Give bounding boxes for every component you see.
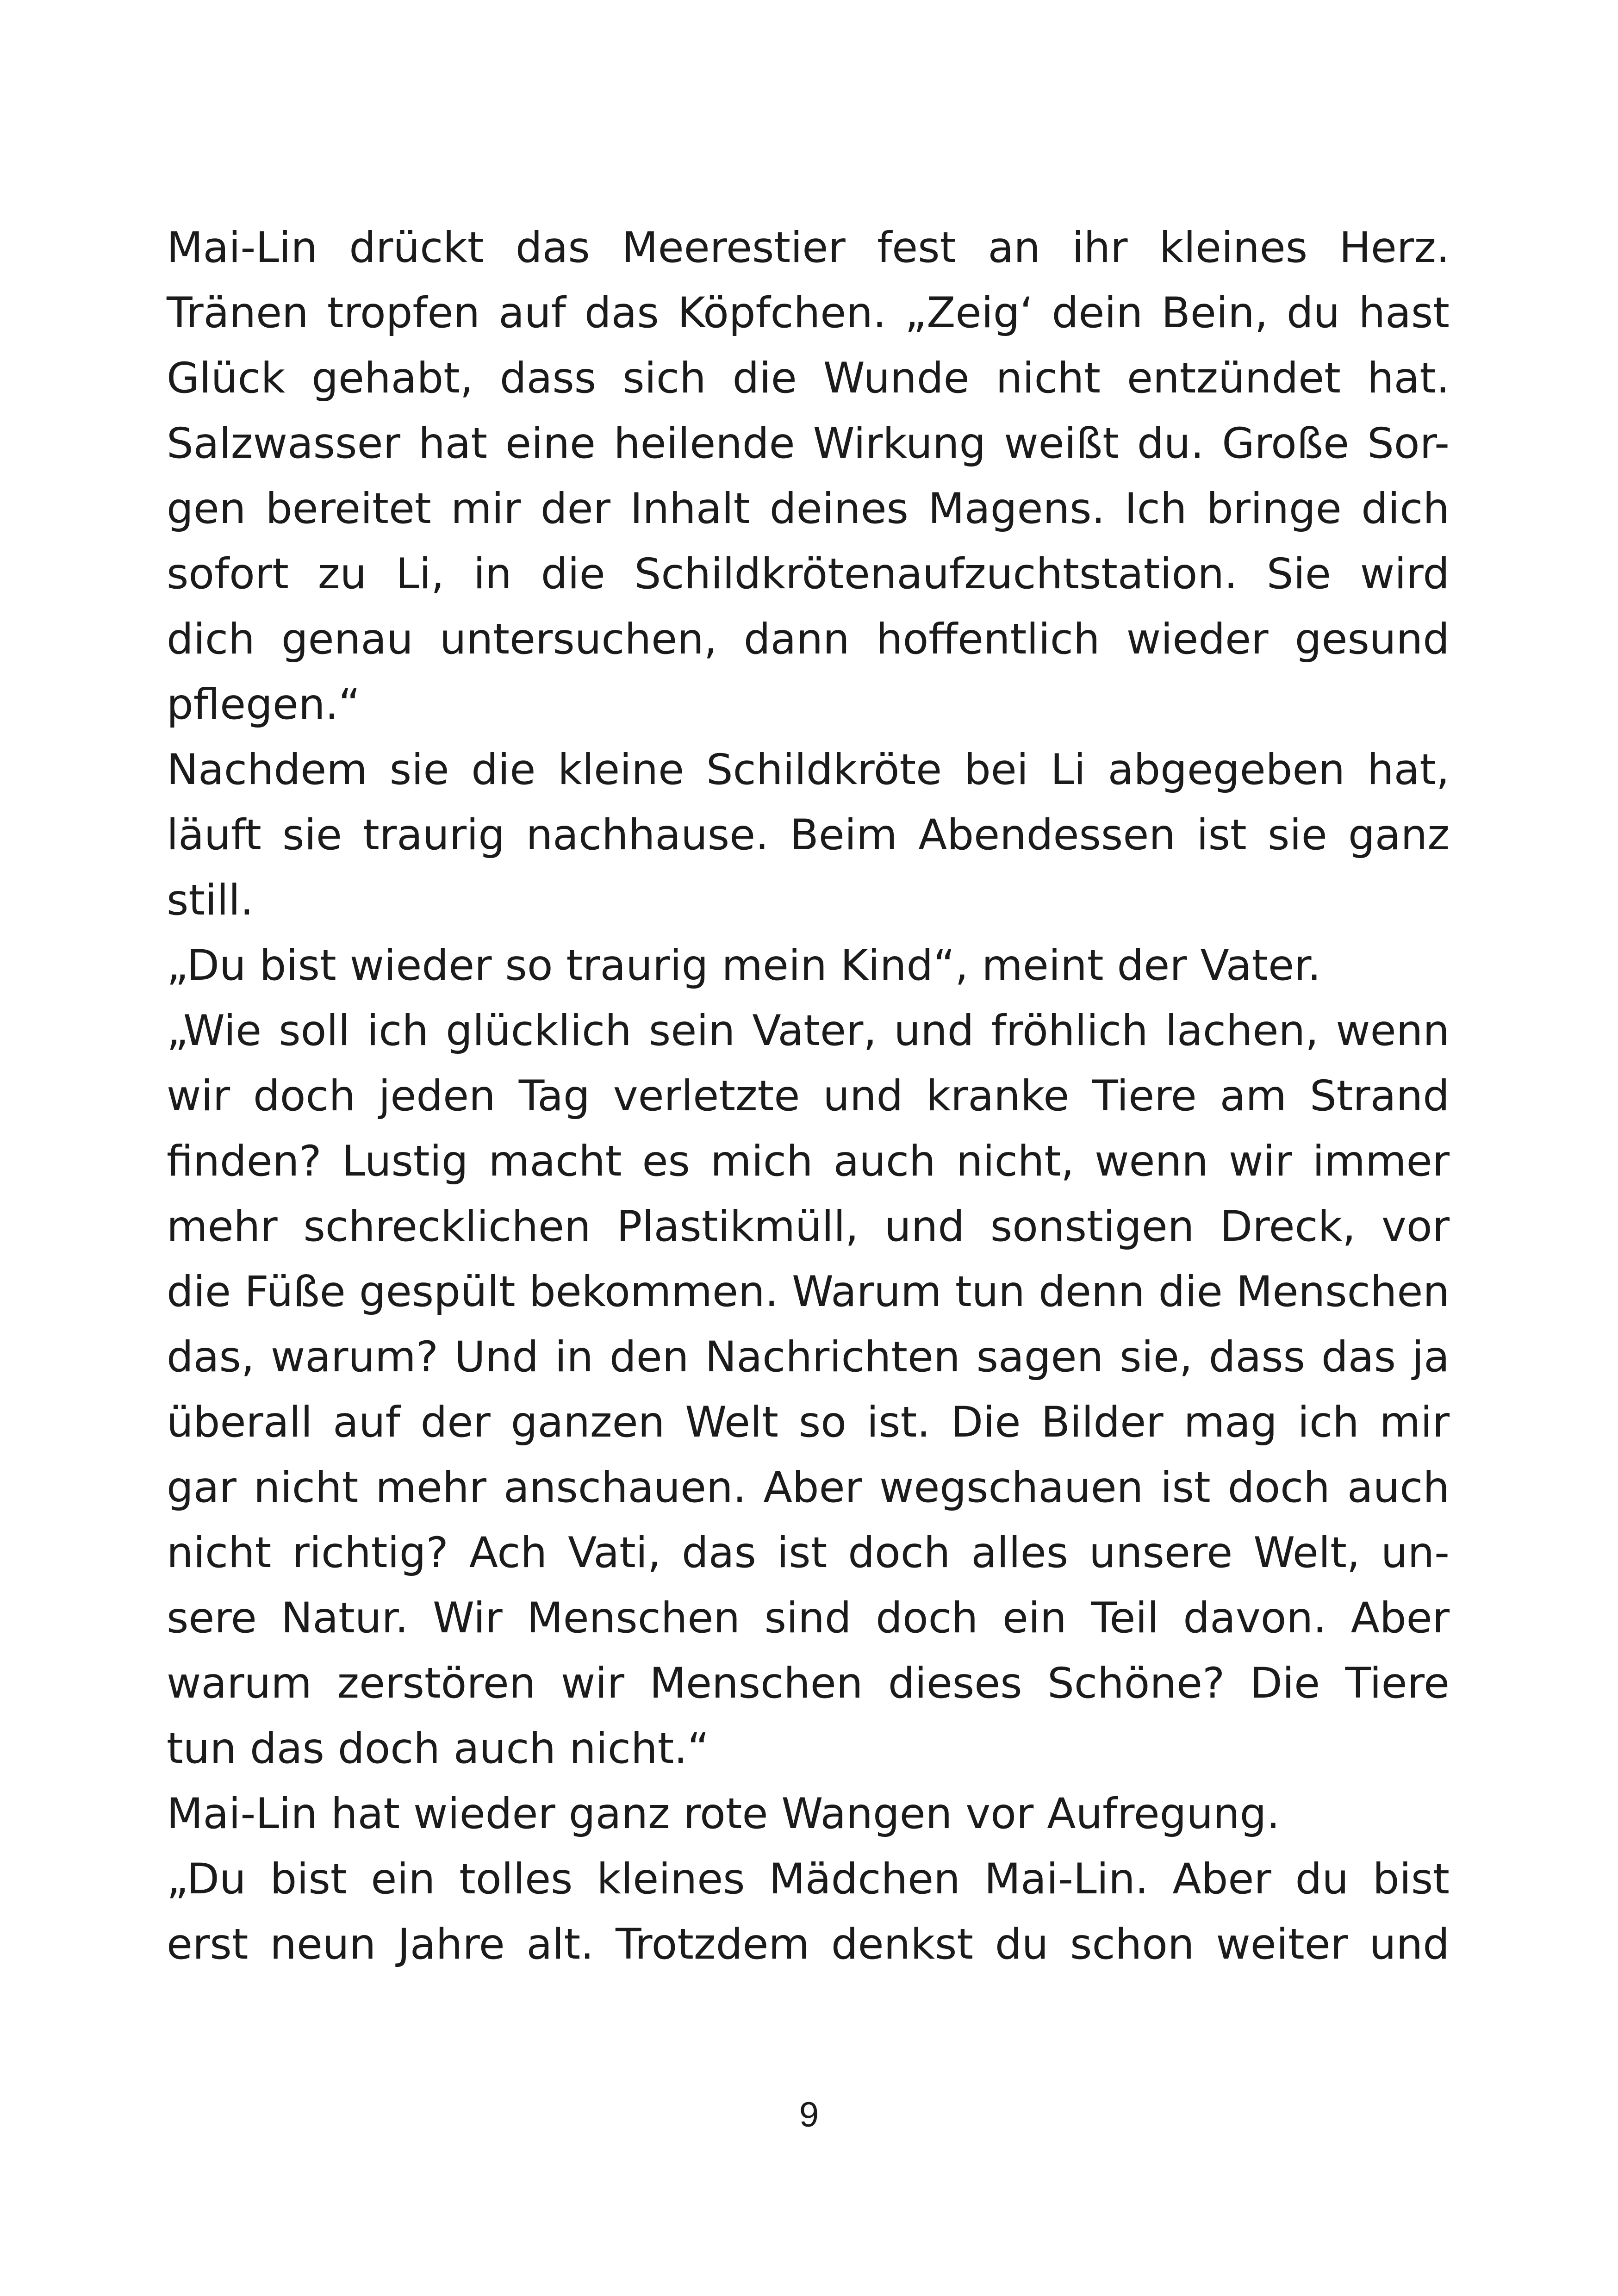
text-line: „Du bist ein tolles kleines Mädchen Mai-Lin. Aber du bist <box>167 1855 1450 1904</box>
text-line: mehr schrecklichen Plastikmüll, und sonstigen Dreck, vor <box>167 1202 1450 1251</box>
text-line: „Wie soll ich glücklich sein Vater, und fröhlich lachen, wenn <box>167 1007 1450 1055</box>
text-line: die Füße gespült bekommen. Warum tun denn die Menschen <box>167 1268 1450 1316</box>
text-line: überall auf der ganzen Welt so ist. Die Bilder mag ich mir <box>167 1398 1450 1447</box>
text-line: Mai-Lin drückt das Meerestier fest an ihr kleines Herz. <box>167 224 1450 272</box>
text-line: warum zerstören wir Menschen dieses Schöne? Die Tiere <box>167 1659 1450 1708</box>
text-line: dich genau untersuchen, dann hoffentlich wieder gesund <box>167 615 1450 664</box>
text-line: das, warum? Und in den Nachrichten sagen sie, dass das ja <box>167 1333 1450 1381</box>
text-line: still. <box>167 876 254 925</box>
text-line: gen bereitet mir der Inhalt deines Magens. Ich bringe dich <box>167 485 1450 533</box>
text-line: Tränen tropfen auf das Köpfchen. „Zeig‘ dein Bein, du hast <box>167 289 1450 337</box>
text-line: Salzwasser hat eine heilende Wirkung weißt du. Große Sor- <box>167 419 1450 468</box>
text-line: pflegen.“ <box>167 680 361 729</box>
text-line: Nachdem sie die kleine Schildkröte bei Li abgegeben hat, <box>167 746 1450 794</box>
page-number: 9 <box>799 2095 819 2134</box>
text-line: Glück gehabt, dass sich die Wunde nicht entzündet hat. <box>167 354 1450 403</box>
text-line: „Du bist wieder so traurig mein Kind“, meint der Vater. <box>167 941 1321 990</box>
text-line: Mai-Lin hat wieder ganz rote Wangen vor Aufregung. <box>167 1790 1280 1838</box>
text-line: sofort zu Li, in die Schildkrötenaufzuchtstation. Sie wird <box>167 550 1450 598</box>
text-line: nicht richtig? Ach Vati, das ist doch alles unsere Welt, un- <box>167 1529 1450 1577</box>
text-line: läuft sie traurig nachhause. Beim Abendessen ist sie ganz <box>167 811 1450 859</box>
body-text <box>167 215 1450 1977</box>
text-line: gar nicht mehr anschauen. Aber wegschauen ist doch auch <box>167 1463 1450 1512</box>
text-line: erst neun Jahre alt. Trotzdem denkst du schon weiter und <box>167 1920 1450 1969</box>
text-line: wir doch jeden Tag verletzte und kranke Tiere am Strand <box>167 1072 1450 1120</box>
text-line: finden? Lustig macht es mich auch nicht, wenn wir immer <box>167 1137 1450 1186</box>
text-line: sere Natur. Wir Menschen sind doch ein Teil davon. Aber <box>167 1594 1450 1643</box>
text-line: tun das doch auch nicht.“ <box>167 1724 709 1773</box>
